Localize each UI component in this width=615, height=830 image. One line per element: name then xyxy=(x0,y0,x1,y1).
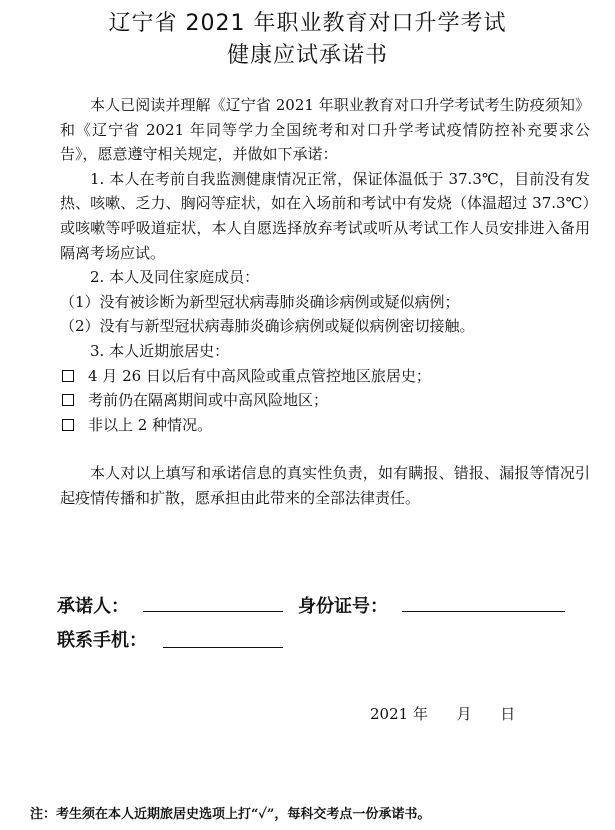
promisor-signature-line[interactable] xyxy=(143,611,283,612)
intro-paragraph: 本人已阅读并理解《辽宁省 2021 年职业教育对口升学考试考生防疫须知》和《辽宁省 2021 年同等学力全国统考和对口升学考试疫情防控补充要求公告》，愿意遵守相关规定，并做如下承诺： xyxy=(60,96,590,164)
document-title: 辽宁省 2021 年职业教育对口升学考试 xyxy=(108,11,507,36)
id-number-label: 身份证号： xyxy=(298,596,388,617)
travel-option-1-label: 4 月 26 日以后有中高风险或重点管控地区旅居史； xyxy=(88,366,431,385)
travel-option-2-label: 考前仍在隔离期间或中高风险地区； xyxy=(88,391,329,410)
checkbox-icon[interactable] xyxy=(62,394,74,406)
travel-option-2[interactable] xyxy=(60,388,590,413)
footnote: 注：考生须在本人近期旅居史选项上打“✓”，每科交考点一份承诺书。 xyxy=(30,807,431,822)
promisor-label: 承诺人： xyxy=(57,596,129,617)
checkbox-icon[interactable] xyxy=(62,419,74,431)
travel-option-3[interactable] xyxy=(60,413,590,438)
item-3-heading: 3. 本人近期旅居史： xyxy=(90,341,230,360)
item-1-paragraph: 1. 本人在考前自我监测健康情况正常，保证体温低于 37.3℃，目前没有发热、咳嗽、乏力、胸闷等症状，如在入场前和考试中有发烧（体温超过 37.3℃）或咳嗽等呼吸道症状，本人自愿选择放弃考试或听从考试工作人员安排进入备用隔离考场应试。 xyxy=(60,169,590,262)
closing-paragraph: 本人对以上填写和承诺信息的真实性负责，如有瞒报、错报、漏报等情况引起疫情传播和扩散，愿承担由此带来的全部法律责任。 xyxy=(60,464,590,507)
phone-label: 联系手机： xyxy=(57,630,147,651)
item-2-heading: 2. 本人及同住家庭成员： xyxy=(90,268,260,287)
travel-option-3-label: 非以上 2 种情况。 xyxy=(88,415,213,434)
document-body xyxy=(60,93,590,511)
date-line xyxy=(370,703,515,724)
id-number-line[interactable] xyxy=(402,611,565,612)
item-2-sub-2: （2）没有与新型冠状病毒肺炎确诊病例或疑似病例密切接触。 xyxy=(60,317,475,336)
date-day: 日 xyxy=(500,705,516,723)
travel-option-1[interactable] xyxy=(60,364,590,389)
document-subtitle: 健康应试承诺书 xyxy=(226,43,388,68)
checkbox-icon[interactable] xyxy=(62,370,74,382)
date-year: 2021 年 xyxy=(370,705,428,723)
phone-line[interactable] xyxy=(163,647,283,648)
item-2-sub-1: （1）没有被诊断为新型冠状病毒肺炎确诊病例或疑似病例； xyxy=(60,292,460,311)
date-month: 月 xyxy=(456,705,472,723)
